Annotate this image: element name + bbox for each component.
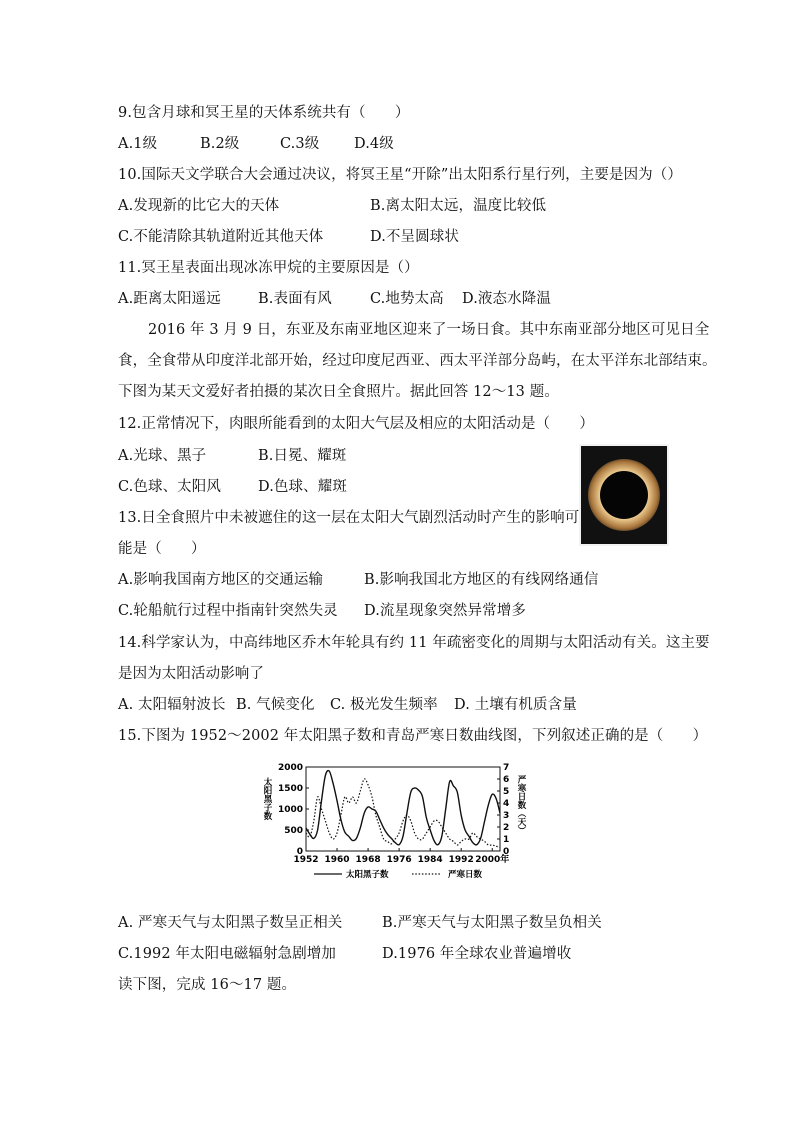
x-tick-label: 1976 [386,855,412,865]
q10-option-a: A.发现新的比它大的天体 [118,198,280,214]
q9-option-d: D.4级 [354,136,394,152]
q10-option-c: C.不能清除其轨道附近其他天体 [118,229,324,245]
right-axis-label: 严寒日数（天） [516,775,526,835]
left-tick-label: 2000 [277,763,303,773]
q14-option-a: A. 太阳辐射波长 [118,697,226,713]
left-tick-label: 1000 [277,805,303,815]
chart-svg [258,757,528,882]
q13-option-c: C.轮船航行过程中指南针突然失灵 [118,603,338,619]
q15-option-d: D.1976 年全球农业普遍增收 [382,946,572,962]
q13-stem-line2: 能是（ ） [118,541,206,557]
q11-stem: 11.冥王星表面出现冰冻甲烷的主要原因是（） [118,260,419,276]
legend-cold-days-label: 严寒日数 [448,870,483,880]
q11-option-c: C.地势太高 [370,291,444,307]
q14-stem-line1: 14.科学家认为，中高纬地区乔木年轮具有约 11 年疏密变化的周期与太阳活动有关。这主要 [118,635,710,651]
chart-legend [314,869,483,880]
passage-line-1: 2016 年 3 月 9 日，东亚及东南亚地区迎来了一场日食。其中东南亚部分地区可见日全 [148,322,710,338]
sunspot-line [306,771,500,845]
q13-stem-line1: 13.日全食照片中未被遮住的这一层在太阳大气剧烈活动时产生的影响可 [118,510,580,526]
x-tick-label: 2000年 [475,855,510,865]
q11-option-b: B.表面有风 [258,291,332,307]
q15-option-a: A. 严寒天气与太阳黑子数呈正相关 [118,915,343,931]
x-tick-label: 1968 [355,855,381,865]
passage-line-2: 食，全食带从印度洋北部开始，经过印度尼西亚、西太平洋部分岛屿，在太平洋东北部结束。 [118,353,717,369]
x-tick-label: 1960 [324,855,350,865]
q13-option-a: A.影响我国南方地区的交通运输 [118,572,324,588]
q9-option-b: B.2级 [200,136,240,152]
q12-option-c: C.色球、太阳风 [118,479,221,495]
q14-option-d: D. 土壤有机质含量 [454,697,577,713]
right-tick-label: 5 [503,787,510,797]
q9-option-c: C.3级 [280,136,320,152]
q11-option-a: A.距离太阳遥远 [118,291,221,307]
q10-option-d: D.不呈圆球状 [370,229,459,245]
q12-option-b: B.日冕、耀斑 [258,448,347,464]
q14-option-c: C. 极光发生频率 [330,697,438,713]
right-tick-label: 1 [503,835,510,845]
q10-option-b: B.离太阳太远，温度比较低 [370,198,547,214]
closing-instruction: 读下图，完成 16～17 题。 [118,977,297,993]
left-axis-label: 太阳黑子数 [262,777,272,821]
right-tick-label: 2 [503,823,510,833]
right-tick-label: 6 [503,775,510,785]
q9-option-a: A.1级 [118,136,158,152]
q12-option-a: A.光球、黑子 [118,448,207,464]
x-tick-label: 1984 [417,855,443,865]
q15-option-b: B.严寒天气与太阳黑子数呈负相关 [382,915,602,931]
q9-stem: 9.包含月球和冥王星的天体系统共有（ ） [118,105,410,121]
right-tick-label: 0 [503,847,510,857]
x-tick-label: 1992 [448,855,474,865]
right-tick-label: 7 [503,763,510,773]
q12-option-d: D.色球、耀斑 [258,479,347,495]
q10-stem: 10.国际天文学联合大会通过决议，将冥王星“开除”出太阳系行星行列，主要是因为（） [118,167,682,183]
q14-stem-line2: 是因为太阳活动影响了 [118,666,264,682]
q13-option-b: B.影响我国北方地区的有线网络通信 [364,572,599,588]
left-tick-label: 1500 [277,784,303,794]
q12-stem: 12.正常情况下，肉眼所能看到的太阳大气层及相应的太阳活动是（ ） [118,416,594,432]
right-tick-label: 3 [503,811,510,821]
left-tick-label: 0 [296,847,303,857]
sunspot-cold-days-chart [258,757,528,882]
q15-option-c: C.1992 年太阳电磁辐射急剧增加 [118,946,336,962]
q15-stem: 15.下图为 1952～2002 年太阳黑子数和青岛严寒日数曲线图，下列叙述正确的是（ ） [118,728,708,744]
left-tick-label: 500 [284,826,303,836]
x-tick-label: 1952 [293,855,319,865]
moon-disk [600,471,648,519]
q14-option-b: B. 气候变化 [236,697,315,713]
right-tick-label: 4 [503,799,510,809]
legend-sunspots-label: 太阳黑子数 [346,870,389,880]
passage-line-3: 下图为某天文爱好者拍摄的某次日全食照片。据此回答 12～13 题。 [118,384,559,400]
q11-option-d: D.液态水降温 [462,291,551,307]
q13-option-d: D.流星现象突然异常增多 [364,603,526,619]
solar-eclipse-photo [581,446,667,544]
